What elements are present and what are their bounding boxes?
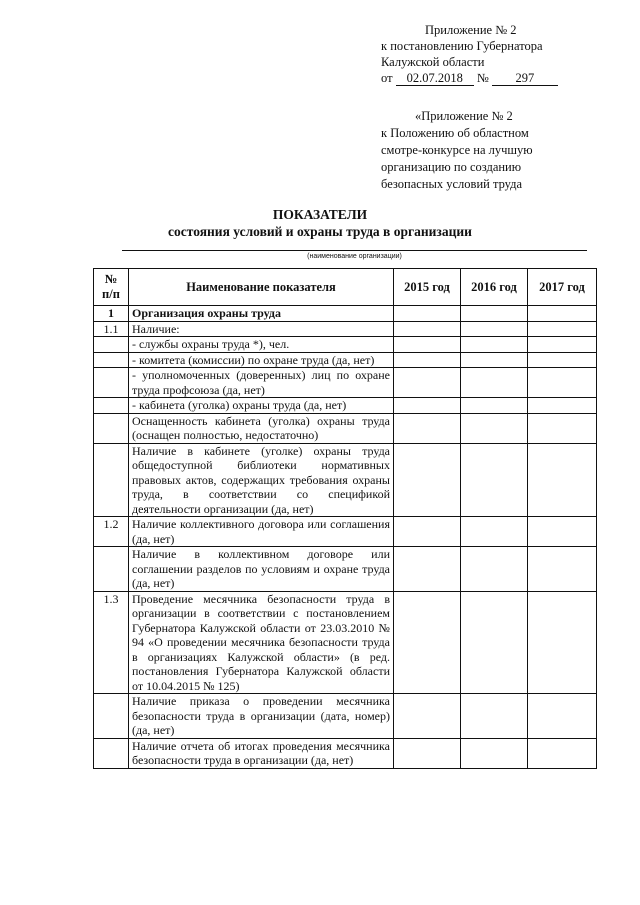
cell-2016 xyxy=(461,321,528,337)
cell-2015 xyxy=(394,517,461,547)
cell-2017 xyxy=(528,547,597,592)
appendix-decree: к постановлению Губернатора xyxy=(381,39,543,53)
title-sub: состояния условий и охраны труда в организации xyxy=(168,224,472,239)
cell-2017 xyxy=(528,413,597,443)
table-row xyxy=(94,337,597,353)
cell-2016 xyxy=(461,306,528,322)
appendix-region: Калужской области xyxy=(381,55,485,69)
title-main: ПОКАЗАТЕЛИ xyxy=(272,207,368,222)
row-num xyxy=(94,694,129,739)
organization-caption: (наименование организации) xyxy=(307,253,402,260)
row-num xyxy=(94,337,129,353)
row-num: 1.3 xyxy=(94,591,129,694)
cell-2017 xyxy=(528,368,597,398)
cell-2015 xyxy=(394,337,461,353)
cell-2016 xyxy=(461,517,528,547)
cell-2017 xyxy=(528,306,597,322)
row-num xyxy=(94,352,129,368)
cell-2016 xyxy=(461,547,528,592)
table-row xyxy=(94,413,597,443)
date-prefix: от xyxy=(381,71,393,85)
row-text: Наличие в коллективном договоре или соглашении разделов по условиям и охране труда (да, нет) xyxy=(129,547,394,592)
header-num-line1: № xyxy=(104,272,118,286)
regulation-line1: «Приложение № 2 xyxy=(415,109,513,123)
row-num: 1.2 xyxy=(94,517,129,547)
cell-2017 xyxy=(528,694,597,739)
header-2016: 2016 год xyxy=(461,269,528,306)
row-num xyxy=(94,368,129,398)
cell-2015 xyxy=(394,306,461,322)
cell-2017 xyxy=(528,591,597,694)
table-row xyxy=(94,517,597,547)
row-text: Наличие в кабинете (уголке) охраны труда общедоступной библиотеки нормативных правовых актов, содержащих требования охраны труда, в соответствии со спецификой деятельности организации (да, нет) xyxy=(129,443,394,517)
table-row xyxy=(94,352,597,368)
cell-2016 xyxy=(461,337,528,353)
cell-2017 xyxy=(528,738,597,768)
cell-2015 xyxy=(394,694,461,739)
document-title xyxy=(0,206,640,240)
appendix-date-line xyxy=(381,70,558,86)
table-row xyxy=(94,306,597,322)
cell-2015 xyxy=(394,547,461,592)
cell-2017 xyxy=(528,337,597,353)
table-row xyxy=(94,738,597,768)
cell-2017 xyxy=(528,352,597,368)
cell-2016 xyxy=(461,352,528,368)
cell-2016 xyxy=(461,398,528,414)
row-num xyxy=(94,547,129,592)
decree-date: 02.07.2018 xyxy=(396,71,474,86)
appendix-header xyxy=(381,22,558,86)
table-row xyxy=(94,694,597,739)
cell-2017 xyxy=(528,517,597,547)
row-text: Наличие коллективного договора или соглашения (да, нет) xyxy=(129,517,394,547)
table-row xyxy=(94,547,597,592)
row-text: Наличие отчета об итогах проведения месячника безопасности труда в организации (да, нет) xyxy=(129,738,394,768)
row-text: - кабинета (уголка) охраны труда (да, нет) xyxy=(129,398,394,414)
table-header-row xyxy=(94,269,597,306)
cell-2016 xyxy=(461,413,528,443)
cell-2015 xyxy=(394,738,461,768)
cell-2015 xyxy=(394,368,461,398)
cell-2015 xyxy=(394,413,461,443)
header-2017: 2017 год xyxy=(528,269,597,306)
cell-2016 xyxy=(461,738,528,768)
row-text: Организация охраны труда xyxy=(129,306,394,322)
row-num: 1 xyxy=(94,306,129,322)
cell-2015 xyxy=(394,398,461,414)
indicators-table xyxy=(93,268,597,769)
header-num xyxy=(94,269,129,306)
row-text: - уполномоченных (доверенных) лиц по охране труда профсоюза (да, нет) xyxy=(129,368,394,398)
regulation-line2: к Положению об областном xyxy=(381,126,529,140)
cell-2015 xyxy=(394,443,461,517)
organization-name-line xyxy=(122,250,587,251)
cell-2017 xyxy=(528,443,597,517)
header-indicator-name: Наименование показателя xyxy=(129,269,394,306)
header-num-line2: п/п xyxy=(102,287,120,301)
table-row xyxy=(94,591,597,694)
row-num xyxy=(94,738,129,768)
row-num xyxy=(94,398,129,414)
table-row xyxy=(94,398,597,414)
table-row xyxy=(94,321,597,337)
cell-2017 xyxy=(528,321,597,337)
appendix-title: Приложение № 2 xyxy=(425,23,517,37)
cell-2015 xyxy=(394,321,461,337)
table-row xyxy=(94,443,597,517)
row-text: Наличие: xyxy=(129,321,394,337)
cell-2017 xyxy=(528,398,597,414)
decree-number: 297 xyxy=(492,71,558,86)
number-prefix: № xyxy=(476,71,489,85)
table-row xyxy=(94,368,597,398)
row-text: Проведение месячника безопасности труда в организации в соответствии с постановлением Губернатора Калужской области от 23.03.2010 № 94 «О проведении месячника безопасности труда в организациях Калужской области» (в ред. постановления Губернатора Калужской области от 10.04.2015 № 125) xyxy=(129,591,394,694)
row-num xyxy=(94,413,129,443)
row-num: 1.1 xyxy=(94,321,129,337)
row-num xyxy=(94,443,129,517)
cell-2015 xyxy=(394,352,461,368)
cell-2016 xyxy=(461,694,528,739)
cell-2016 xyxy=(461,443,528,517)
row-text: - службы охраны труда *), чел. xyxy=(129,337,394,353)
regulation-line5: безопасных условий труда xyxy=(381,177,523,191)
appendix-regulation xyxy=(381,108,533,193)
regulation-line3: смотре-конкурсе на лучшую xyxy=(381,143,533,157)
regulation-line4: организацию по созданию xyxy=(381,160,522,174)
row-text: Оснащенность кабинета (уголка) охраны труда (оснащен полностью, недостаточно) xyxy=(129,413,394,443)
cell-2016 xyxy=(461,368,528,398)
header-2015: 2015 год xyxy=(394,269,461,306)
cell-2015 xyxy=(394,591,461,694)
row-text: - комитета (комиссии) по охране труда (да, нет) xyxy=(129,352,394,368)
cell-2016 xyxy=(461,591,528,694)
row-text: Наличие приказа о проведении месячника безопасности труда в организации (дата, номер) (да, нет) xyxy=(129,694,394,739)
